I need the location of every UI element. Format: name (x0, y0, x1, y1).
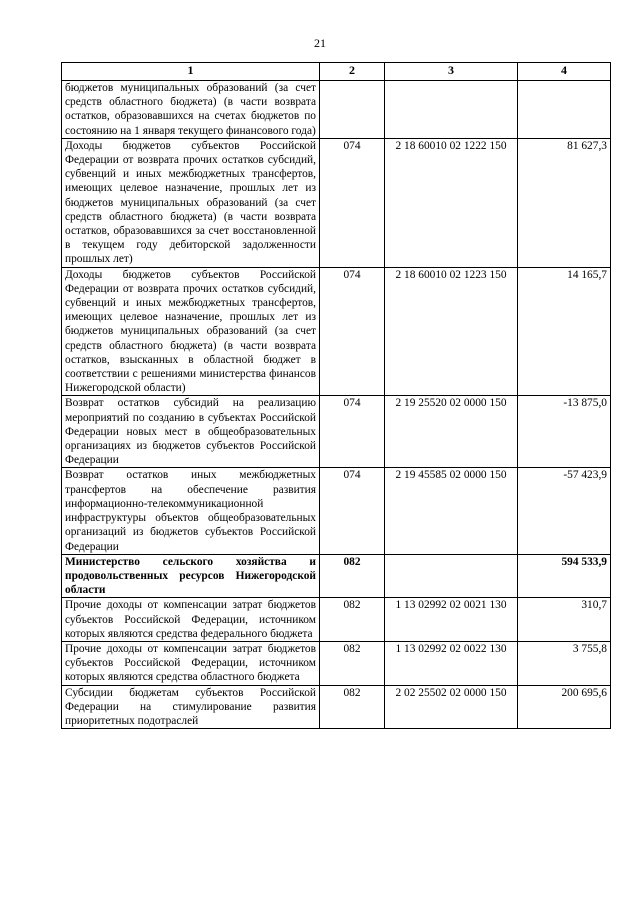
table-row (62, 138, 611, 267)
row-description: Министерство сельского хозяйства и продовольственных ресурсов Нижегородской области (62, 554, 320, 598)
row-description: Доходы бюджетов субъектов Российской Федерации от возврата прочих остатков субсидий, субвенций и иных межбюджетных трансфертов, имеющих целевое назначение, прошлых лет из бюджетов муниципальных образований (за счет средств областного бюджета) (в части возврата остатков, взысканных в областной бюджет в соответствии с решениями министерства финансов Нижегородской области) (62, 267, 320, 396)
row-amount: 14 165,7 (518, 267, 611, 396)
table-row (62, 598, 611, 642)
table-row (62, 81, 611, 139)
header-col-1: 1 (62, 63, 320, 81)
row-budget-code: 1 13 02992 02 0021 130 (385, 598, 518, 642)
row-admin-code (320, 81, 385, 139)
row-description: бюджетов муниципальных образований (за счет средств областного бюджета) (в части возврата остатков, образовавшихся на счетах бюджетов по состоянию на 1 января текущего финансового года) (62, 81, 320, 139)
header-col-4: 4 (518, 63, 611, 81)
row-budget-code (385, 554, 518, 598)
header-col-3: 3 (385, 63, 518, 81)
row-budget-code: 2 02 25502 02 0000 150 (385, 685, 518, 729)
row-amount: 200 695,6 (518, 685, 611, 729)
row-budget-code (385, 81, 518, 139)
row-description: Возврат остатков субсидий на реализацию мероприятий по созданию в субъектах Российской Федерации новых мест в общеобразовательных организациях из бюджетов субъектов Российской Федерации (62, 396, 320, 468)
revenue-table (61, 62, 611, 729)
row-admin-code: 074 (320, 267, 385, 396)
row-admin-code: 082 (320, 598, 385, 642)
row-budget-code: 2 19 25520 02 0000 150 (385, 396, 518, 468)
table-row (62, 267, 611, 396)
table-row (62, 641, 611, 685)
table-row (62, 468, 611, 554)
table-row (62, 396, 611, 468)
row-amount: 310,7 (518, 598, 611, 642)
row-amount (518, 81, 611, 139)
row-description: Субсидии бюджетам субъектов Российской Федерации на стимулирование развития приоритетных подотраслей (62, 685, 320, 729)
row-budget-code: 2 18 60010 02 1223 150 (385, 267, 518, 396)
row-description: Прочие доходы от компенсации затрат бюджетов субъектов Российской Федерации, источником которых являются средства областного бюджета (62, 641, 320, 685)
row-amount: 594 533,9 (518, 554, 611, 598)
row-amount: 3 755,8 (518, 641, 611, 685)
row-admin-code: 074 (320, 468, 385, 554)
row-admin-code: 074 (320, 396, 385, 468)
row-description: Доходы бюджетов субъектов Российской Федерации от возврата прочих остатков субсидий, субвенций и иных межбюджетных трансфертов, имеющих целевое назначение, прошлых лет из бюджетов муниципальных образований (за счет средств областного бюджета) (в части возврата остатков, образовавшихся за счет восстановленной в текущем году дебиторской задолженности прошлых лет) (62, 138, 320, 267)
table-row (62, 685, 611, 729)
row-admin-code: 082 (320, 554, 385, 598)
page-number: 21 (314, 36, 326, 50)
row-budget-code: 2 18 60010 02 1222 150 (385, 138, 518, 267)
table-row (62, 554, 611, 598)
row-admin-code: 082 (320, 685, 385, 729)
row-description: Прочие доходы от компенсации затрат бюджетов субъектов Российской Федерации, источником которых являются средства федерального бюджета (62, 598, 320, 642)
row-budget-code: 2 19 45585 02 0000 150 (385, 468, 518, 554)
row-description: Возврат остатков иных межбюджетных трансфертов на обеспечение развития информационно-телекоммуникационной инфраструктуры объектов общеобразовательных организаций из бюджетов субъектов Российской Федерации (62, 468, 320, 554)
row-admin-code: 082 (320, 641, 385, 685)
row-admin-code: 074 (320, 138, 385, 267)
row-amount: -57 423,9 (518, 468, 611, 554)
row-amount: 81 627,3 (518, 138, 611, 267)
header-col-2: 2 (320, 63, 385, 81)
row-budget-code: 1 13 02992 02 0022 130 (385, 641, 518, 685)
row-amount: -13 875,0 (518, 396, 611, 468)
table-header-row (62, 63, 611, 81)
